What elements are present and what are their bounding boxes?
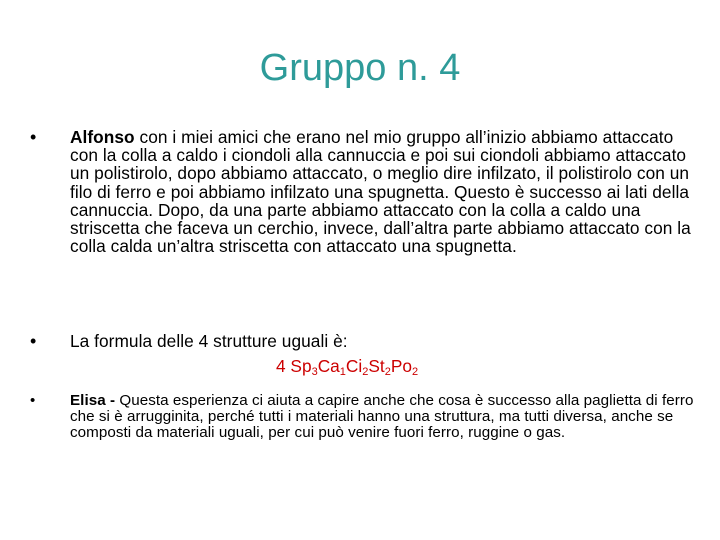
bullet-mark: • bbox=[30, 331, 37, 351]
chemical-formula bbox=[276, 356, 418, 376]
bullet-body: con i miei amici che erano nel mio gruppo all’inizio abbiamo attaccato con la colla a caldo i ciondoli alla cannuccia e poi sui ciondoli abbiamo attaccato un polistirolo, dopo abbiamo attaccato, o meglio dire infilzato, il polistirolo con un filo di ferro e poi abbiamo infilzato una spugnetta. Questo è successo ai lati della cannuccia. Dopo, da una parte abbiamo attaccato con la colla a caldo una striscetta che faceva un cerchio, invece, dall’altra parte abbiamo attaccato con la colla calda un’altra striscetta con attaccato una spugnetta. bbox=[70, 127, 691, 257]
formula-symbol: Ca bbox=[317, 356, 340, 376]
formula-subscript: 3 bbox=[311, 366, 318, 378]
formula-subscript: 2 bbox=[384, 366, 391, 378]
formula-symbol: Ci bbox=[345, 356, 363, 376]
formula-symbol: Po bbox=[390, 356, 412, 376]
bullet-body: Questa esperienza ci aiuta a capire anche che cosa è successo alla paglietta di ferro che si è arrugginita, perché tutti i materiali hanno una struttura, ma tutti diversa, anche se composti da materiali uguali, per cui può venire fuori ferro, ruggine o gas. bbox=[70, 392, 694, 442]
formula-prefix: 4 bbox=[276, 356, 291, 376]
speaker-name: Elisa - bbox=[70, 392, 116, 409]
formula-subscript: 2 bbox=[411, 366, 419, 378]
bullet-text bbox=[70, 128, 696, 255]
bullet-text: La formula delle 4 strutture uguali è: bbox=[70, 331, 348, 351]
bullet-mark: • bbox=[30, 392, 36, 409]
formula-subscript: 2 bbox=[362, 366, 369, 378]
formula-subscript: 1 bbox=[339, 366, 346, 378]
bullet-text bbox=[70, 393, 700, 442]
slide-title: Gruppo n. 4 bbox=[259, 47, 461, 89]
formula-symbol: Sp bbox=[290, 356, 312, 376]
speaker-name: Alfonso bbox=[70, 127, 135, 147]
formula-symbol: St bbox=[368, 356, 385, 376]
bullet-mark: • bbox=[30, 127, 37, 147]
